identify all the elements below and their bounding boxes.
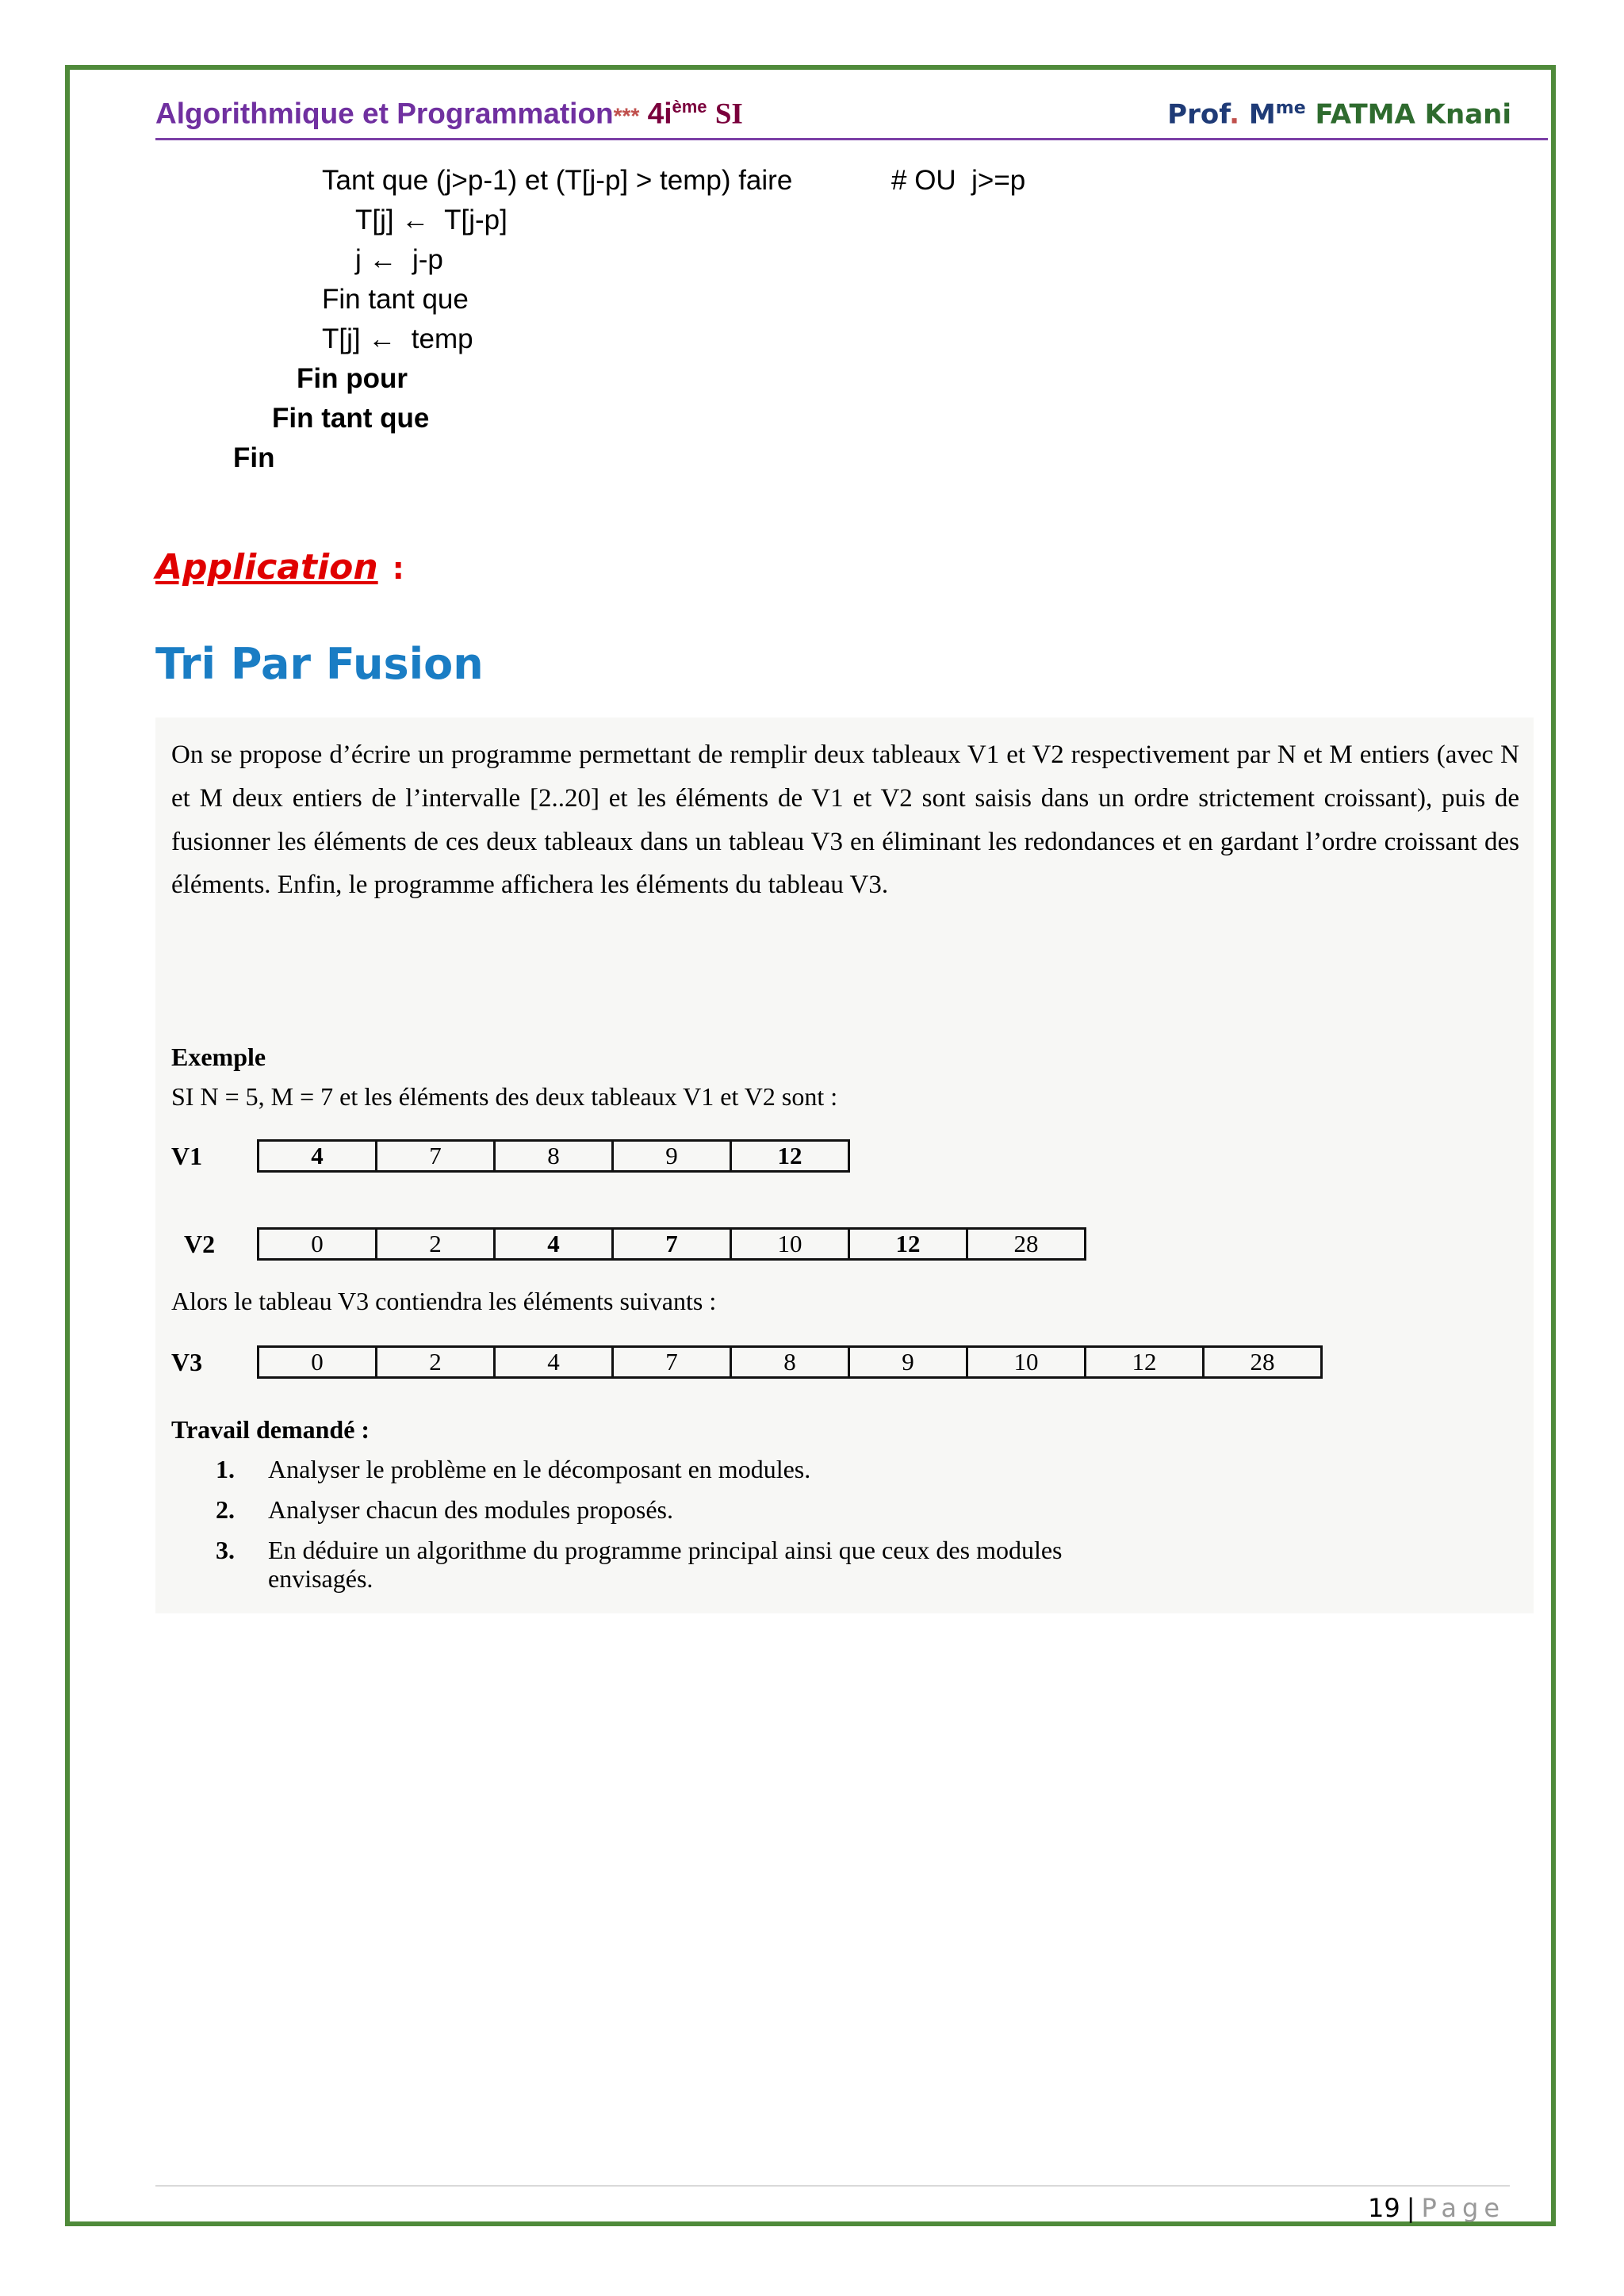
task-text: Analyser le problème en le décomposant en modules. [268, 1455, 811, 1483]
v1-cell: 12 [731, 1141, 849, 1172]
teacher-name [1167, 98, 1511, 130]
v3-cell: 7 [613, 1347, 731, 1378]
class-name: SI [714, 98, 743, 131]
code-line-1: Tant que (j>p-1) et (T[j-p] > temp) faire [322, 165, 793, 196]
task-number: 2. [216, 1495, 235, 1524]
v3-cell: 0 [259, 1347, 377, 1378]
v1-table [257, 1139, 850, 1173]
course-name: Algorithmique et Programmation [155, 97, 614, 130]
v2-cell: 12 [849, 1229, 967, 1260]
v1-label: V1 [171, 1142, 203, 1170]
v2-cell: 28 [967, 1229, 1086, 1260]
v2-label: V2 [184, 1230, 216, 1258]
code-line-7: Fin tant que [272, 403, 430, 434]
exercise-scan [155, 718, 1534, 1613]
code-comment: # OU j>=p [891, 165, 1026, 196]
v2-cell: 10 [731, 1229, 849, 1260]
v2-cell: 0 [259, 1229, 377, 1260]
v2-table [257, 1227, 1086, 1261]
title-m: M [1248, 98, 1276, 131]
example-heading: Exemple [171, 1043, 266, 1071]
code-line-8: Fin [233, 442, 275, 473]
v1-cell: 9 [613, 1141, 731, 1172]
code-line-4: Fin tant que [322, 284, 469, 315]
page-number: 19 [1368, 2193, 1400, 2223]
footer-separator: | [1406, 2193, 1415, 2223]
v3-cell: 10 [967, 1347, 1086, 1378]
section-title: Tri Par Fusion [155, 639, 484, 689]
v3-cell: 28 [1204, 1347, 1322, 1378]
prof-prefix: Prof [1167, 98, 1230, 131]
application-heading [155, 547, 404, 587]
application-label: Application [155, 547, 378, 587]
result-intro: Alors le tableau V3 contiendra les éléments suivants : [171, 1287, 717, 1315]
v2-cell: 4 [495, 1229, 613, 1260]
task-text: Analyser chacun des modules proposés. [268, 1495, 673, 1524]
code-line-2: T[j] ← T[j-p] [355, 205, 508, 235]
v3-cell: 9 [849, 1347, 967, 1378]
application-colon: : [392, 551, 404, 586]
teacher-full-name: FATMA Knani [1315, 98, 1511, 131]
code-line-5: T[j] ← temp [322, 323, 473, 354]
stars: *** [613, 103, 640, 128]
task-text: En déduire un algorithme du programme principal ainsi que ceux des modules [268, 1536, 1063, 1564]
v3-cell: 12 [1086, 1347, 1204, 1378]
v3-cell: 2 [377, 1347, 495, 1378]
v2-cell: 7 [613, 1229, 731, 1260]
level: 4i [647, 97, 672, 130]
page-footer [1368, 2193, 1505, 2223]
footer-divider [155, 2185, 1510, 2187]
task-text: envisagés. [268, 1564, 373, 1593]
exercise-statement: On se propose d’écrire un programme permettant de remplir deux tableaux V1 et V2 respectivement par N et M entiers (avec N et M deux entiers de l’intervalle [2..20] et les éléments de V1 et V2 sont saisis dans un ordre strictement croissant), puis de fusionner les éléments de ces deux tableaux dans un tableau V3 en éliminant les redondances et en gardant l’ordre croissant des éléments. Enfin, le programme affichera les éléments du tableau V3. [171, 740, 1519, 900]
v3-cell: 8 [731, 1347, 849, 1378]
code-line-3: j ← j-p [355, 244, 443, 275]
title-m-sup: me [1275, 98, 1306, 118]
example-intro: SI N = 5, M = 7 et les éléments des deux tableaux V1 et V2 sont : [171, 1082, 838, 1111]
level-sup: ème [672, 97, 707, 117]
v1-cell: 8 [495, 1141, 613, 1172]
page-header [155, 94, 1548, 140]
v3-table [257, 1345, 1323, 1379]
work-heading: Travail demandé : [171, 1415, 370, 1444]
task-number: 1. [216, 1455, 235, 1483]
v2-cell: 2 [377, 1229, 495, 1260]
page-word: Page [1421, 2193, 1505, 2223]
course-title [155, 97, 743, 131]
prof-dot: . [1229, 98, 1240, 131]
v3-label: V3 [171, 1348, 203, 1376]
task-number: 3. [216, 1536, 235, 1564]
code-line-6: Fin pour [297, 363, 408, 394]
v3-cell: 4 [495, 1347, 613, 1378]
v1-cell: 7 [377, 1141, 495, 1172]
v1-cell: 4 [259, 1141, 377, 1172]
